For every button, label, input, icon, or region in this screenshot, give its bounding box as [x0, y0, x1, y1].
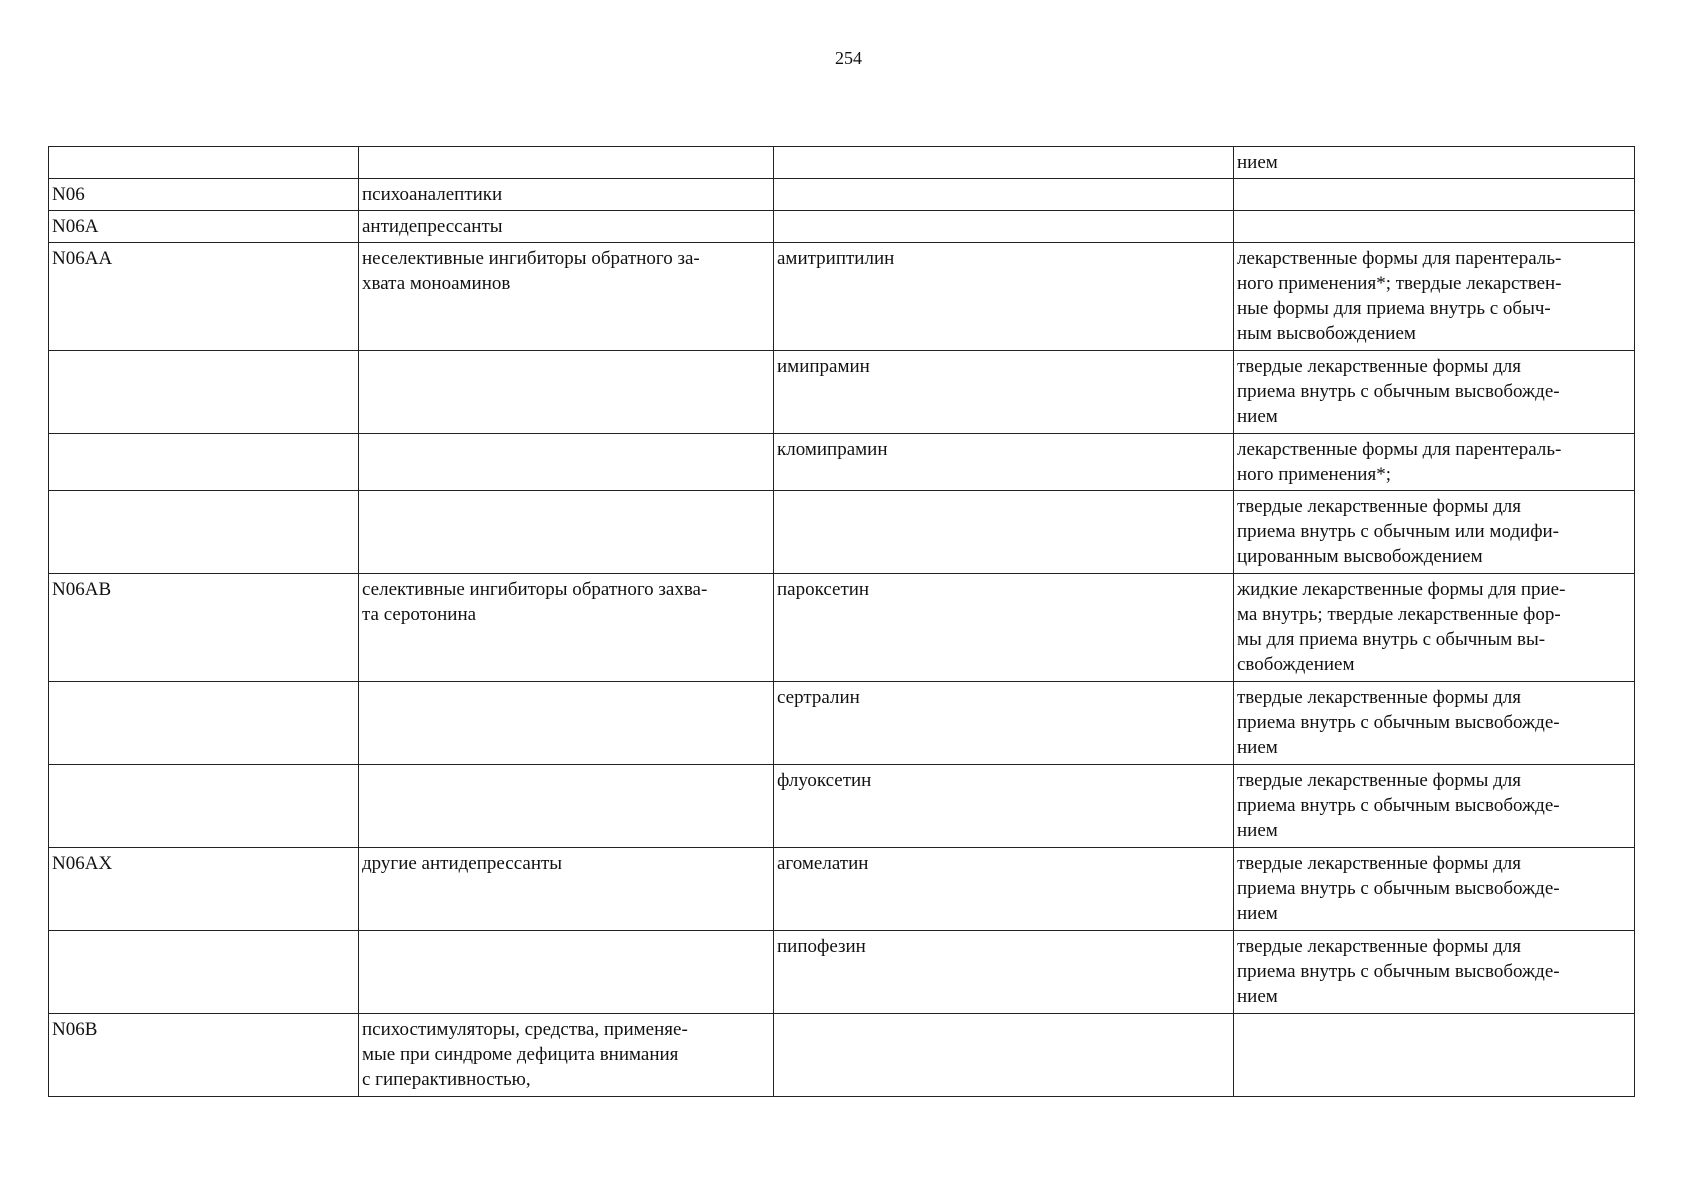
drug-name-cell [774, 211, 1234, 243]
dosage-form-cell [1234, 179, 1635, 211]
group-name-cell [359, 1014, 774, 1097]
cell-text-line: другие антидепрессанты [362, 853, 563, 874]
cell-text-line: лекарственные формы для парентераль- [1237, 439, 1562, 460]
cell-text-line: N06B [52, 1019, 98, 1040]
atc-code-cell [49, 351, 359, 434]
table-row [49, 147, 1635, 179]
cell-text-line: N06AB [52, 579, 112, 600]
cell-text-line: приема внутрь с обычным высвобожде- [1237, 795, 1560, 816]
cell-text-line: твердые лекарственные формы для [1237, 853, 1522, 874]
cell-text-line: твердые лекарственные формы для [1237, 356, 1522, 377]
drug-name-cell [774, 243, 1234, 351]
drug-name-cell [774, 491, 1234, 574]
cell-text-line: приема внутрь с обычным высвобожде- [1237, 961, 1560, 982]
table-row [49, 765, 1635, 848]
group-name-cell [359, 243, 774, 351]
cell-text-line: ные формы для приема внутрь с обыч- [1237, 298, 1551, 319]
dosage-form-cell [1234, 848, 1635, 931]
group-name-cell [359, 179, 774, 211]
dosage-form-cell [1234, 574, 1635, 682]
atc-code-cell [49, 147, 359, 179]
group-name-cell [359, 765, 774, 848]
cell-text-line: с гиперактивностью, [362, 1069, 531, 1090]
drug-name-cell [774, 1014, 1234, 1097]
cell-text-line: антидепрессанты [362, 216, 503, 237]
table-row [49, 1014, 1635, 1097]
drug-name-cell [774, 931, 1234, 1014]
group-name-cell [359, 434, 774, 491]
cell-text-line: сертралин [777, 687, 860, 708]
cell-text-line: нием [1237, 820, 1278, 841]
table-row [49, 682, 1635, 765]
drug-name-cell [774, 351, 1234, 434]
drug-name-cell [774, 147, 1234, 179]
dosage-form-cell [1234, 1014, 1635, 1097]
cell-text-line: неселективные ингибиторы обратного за- [362, 248, 700, 269]
cell-text-line: приема внутрь с обычным или модифи- [1237, 521, 1559, 542]
page-number: 254 [835, 48, 862, 68]
cell-text-line: жидкие лекарственные формы для прие- [1237, 579, 1566, 600]
dosage-form-cell [1234, 765, 1635, 848]
atc-code-cell [49, 574, 359, 682]
cell-text-line: нием [1237, 737, 1278, 758]
dosage-form-cell [1234, 434, 1635, 491]
cell-text-line: N06AA [52, 248, 113, 269]
table-row [49, 243, 1635, 351]
atc-code-cell [49, 243, 359, 351]
table-row [49, 179, 1635, 211]
cell-text-line: нием [1237, 152, 1278, 173]
cell-text-line: селективные ингибиторы обратного захва- [362, 579, 708, 600]
atc-code-cell [49, 931, 359, 1014]
cell-text-line: мы для приема внутрь с обычным вы- [1237, 629, 1546, 650]
cell-text-line: психоаналептики [362, 184, 503, 205]
atc-code-cell [49, 765, 359, 848]
atc-code-cell [49, 848, 359, 931]
cell-text-line: твердые лекарственные формы для [1237, 496, 1522, 517]
cell-text-line: пипофезин [777, 936, 866, 957]
cell-text-line: психостимуляторы, средства, применяе- [362, 1019, 688, 1040]
table-row [49, 931, 1635, 1014]
dosage-form-cell [1234, 351, 1635, 434]
cell-text-line: твердые лекарственные формы для [1237, 936, 1522, 957]
atc-code-cell [49, 1014, 359, 1097]
cell-text-line: твердые лекарственные формы для [1237, 770, 1522, 791]
cell-text-line: цированным высвобождением [1237, 546, 1483, 567]
group-name-cell [359, 682, 774, 765]
atc-code-cell [49, 491, 359, 574]
cell-text-line: приема внутрь с обычным высвобожде- [1237, 712, 1560, 733]
cell-text-line: ного применения*; [1237, 464, 1391, 485]
dosage-form-cell [1234, 682, 1635, 765]
drug-name-cell [774, 574, 1234, 682]
cell-text-line: приема внутрь с обычным высвобожде- [1237, 381, 1560, 402]
group-name-cell [359, 848, 774, 931]
table-row [49, 211, 1635, 243]
atc-code-cell [49, 179, 359, 211]
cell-text-line: N06 [52, 184, 85, 205]
dosage-form-cell [1234, 211, 1635, 243]
cell-text-line: нием [1237, 406, 1278, 427]
cell-text-line: лекарственные формы для парентераль- [1237, 248, 1562, 269]
dosage-form-cell [1234, 491, 1635, 574]
group-name-cell [359, 211, 774, 243]
cell-text-line: амитриптилин [777, 248, 895, 269]
table-row [49, 351, 1635, 434]
table-row [49, 491, 1635, 574]
cell-text-line: приема внутрь с обычным высвобожде- [1237, 878, 1560, 899]
cell-text-line: N06AX [52, 853, 113, 874]
group-name-cell [359, 574, 774, 682]
drug-name-cell [774, 434, 1234, 491]
drug-name-cell [774, 765, 1234, 848]
atc-code-cell [49, 682, 359, 765]
cell-text-line: пароксетин [777, 579, 870, 600]
drug-name-cell [774, 179, 1234, 211]
cell-text-line: ного применения*; твердые лекарствен- [1237, 273, 1562, 294]
cell-text-line: твердые лекарственные формы для [1237, 687, 1522, 708]
drug-name-cell [774, 848, 1234, 931]
cell-text-line: флуоксетин [777, 770, 872, 791]
group-name-cell [359, 351, 774, 434]
group-name-cell [359, 147, 774, 179]
table-row [49, 434, 1635, 491]
group-name-cell [359, 931, 774, 1014]
table-row [49, 848, 1635, 931]
cell-text-line: ма внутрь; твердые лекарственные фор- [1237, 604, 1561, 625]
atc-code-cell [49, 211, 359, 243]
group-name-cell [359, 491, 774, 574]
table-body [49, 147, 1635, 1097]
cell-text-line: имипрамин [777, 356, 870, 377]
drug-name-cell [774, 682, 1234, 765]
cell-text-line: кломипрамин [777, 439, 888, 460]
atc-code-cell [49, 434, 359, 491]
cell-text-line: свобождением [1237, 654, 1355, 675]
cell-text-line: хвата моноаминов [362, 273, 511, 294]
cell-text-line: N06A [52, 216, 99, 237]
cell-text-line: мые при синдроме дефицита внимания [362, 1044, 679, 1065]
dosage-form-cell [1234, 147, 1635, 179]
cell-text-line: нием [1237, 986, 1278, 1007]
dosage-form-cell [1234, 243, 1635, 351]
dosage-form-cell [1234, 931, 1635, 1014]
cell-text-line: та серотонина [362, 604, 477, 625]
cell-text-line: ным высвобождением [1237, 323, 1416, 344]
cell-text-line: нием [1237, 903, 1278, 924]
table-row [49, 574, 1635, 682]
drug-classification-table [48, 146, 1635, 1097]
cell-text-line: агомелатин [777, 853, 869, 874]
